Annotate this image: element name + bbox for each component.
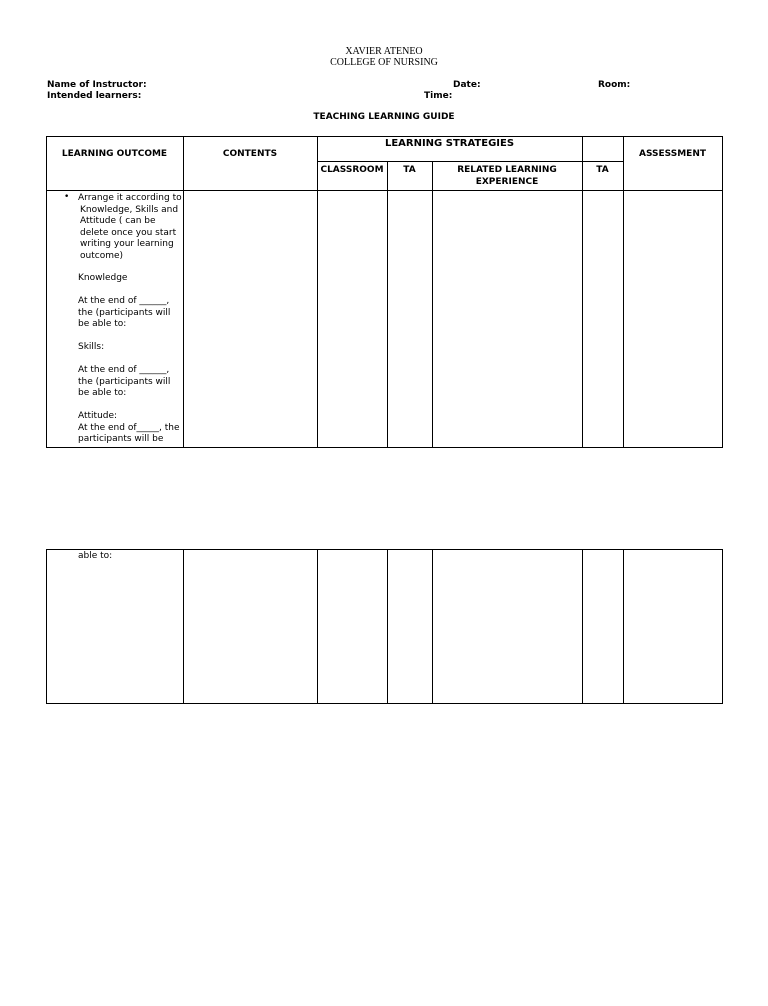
outcome-text-line: able to: — [78, 551, 113, 561]
skills-heading: Skills: — [78, 342, 105, 352]
header-contents: CONTENTS — [222, 149, 278, 159]
col-line — [387, 549, 388, 704]
col-line — [46, 136, 47, 448]
header-learning-outcome: LEARNING OUTCOME — [61, 149, 168, 159]
col-line — [722, 549, 723, 704]
bullet-dot: • — [64, 192, 70, 202]
col-line — [432, 549, 433, 704]
header-ta-2: TA — [596, 165, 609, 175]
outcome-text-line: be able to: — [78, 388, 127, 398]
header-related-line1: RELATED LEARNING — [457, 165, 557, 175]
learners-label: Intended learners: — [47, 91, 142, 101]
col-line — [183, 136, 184, 448]
strategies-divider — [317, 161, 623, 162]
outcome-text-line: the (participants will — [78, 376, 171, 387]
col-line — [387, 161, 388, 448]
guide-title: TEACHING LEARNING GUIDE — [313, 112, 455, 122]
instructor-label: Name of Instructor: — [47, 80, 147, 90]
outcome-text-line: outcome) — [80, 250, 124, 261]
col-line — [623, 136, 624, 448]
header-classroom: CLASSROOM — [320, 165, 384, 175]
school-name: XAVIER ATENEO — [345, 46, 423, 57]
col-line — [722, 136, 723, 448]
outcome-instructions — [78, 193, 188, 262]
outcome-text-line: be able to: — [78, 319, 127, 329]
col-line — [317, 136, 318, 448]
skills-text — [78, 365, 183, 400]
outcome-text-line: participants will be — [78, 434, 164, 444]
college-name: COLLEGE OF NURSING — [330, 57, 438, 68]
table-border-bottom — [46, 447, 723, 448]
table2-border-top — [46, 549, 723, 550]
outcome-text-line: Arrange it according to — [78, 193, 182, 203]
outcome-text-line: Knowledge, Skills and — [80, 204, 179, 215]
col-line — [623, 549, 624, 704]
table2-border-bottom — [46, 703, 723, 704]
skills-section — [78, 342, 183, 354]
header-assessment: ASSESSMENT — [638, 149, 706, 159]
header-learning-strategies: LEARNING STRATEGIES — [384, 138, 515, 149]
col-line — [582, 136, 583, 448]
col-line — [432, 161, 433, 448]
outcome-text-line: the (participants will — [78, 307, 171, 318]
header-related-line2: EXPERIENCE — [475, 177, 539, 187]
attitude-continued — [78, 551, 183, 563]
room-label: Room: — [598, 80, 631, 90]
outcome-text-line: At the end of ______, — [78, 365, 170, 375]
outcome-text-line: Attitude ( can be — [80, 216, 156, 226]
header-ta: TA — [403, 165, 416, 175]
attitude-heading: Attitude: — [78, 411, 118, 421]
outcome-text-line: delete once you start — [80, 227, 177, 238]
date-label: Date: — [453, 80, 481, 90]
header-row-divider — [46, 190, 723, 191]
knowledge-heading: Knowledge — [78, 273, 128, 283]
col-line — [46, 549, 47, 704]
col-line — [183, 549, 184, 704]
outcome-text-line: writing your learning — [80, 239, 174, 249]
knowledge-text — [78, 296, 183, 331]
attitude-section — [78, 411, 183, 446]
outcome-text-line: At the end of_____, the — [78, 422, 180, 433]
outcome-text-line: At the end of ______, — [78, 296, 170, 306]
header-related-learning — [432, 164, 582, 188]
time-label: Time: — [424, 91, 453, 101]
col-line — [582, 549, 583, 704]
knowledge-section — [78, 273, 183, 285]
col-line — [317, 549, 318, 704]
table-border-top — [46, 136, 723, 137]
